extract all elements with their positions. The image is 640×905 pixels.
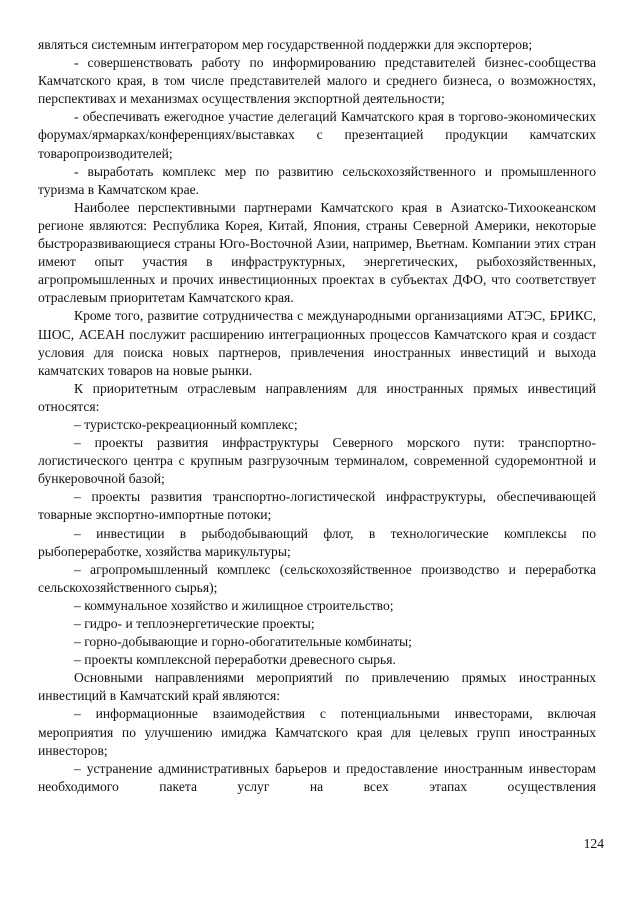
list-item: – проекты развития инфраструктуры Северного морского пути: транспортно-логистического центра с крупным разгрузочным терминалом, современной судоремонтной и бункеровочной базой; (38, 435, 596, 487)
paragraph: К приоритетным отраслевым направлениям для иностранных прямых инвестиций относятся: (38, 380, 596, 414)
list-item: – коммунальное хозяйство и жилищное строительство; (74, 597, 394, 613)
paragraph: являться системным интегратором мер государственной поддержки для экспортеров; (38, 37, 533, 52)
paragraph: Основными направлениями мероприятий по привлечению прямых иностранных инвестиций в Камчатский край являются: (38, 670, 596, 704)
list-item: – проекты развития транспортно-логистической инфраструктуры, обеспечивающей товарные экспортно-импортные потоки; (38, 489, 596, 523)
list-item: – устранение административных барьеров и предоставление иностранным инвесторам необходимого пакета услуг на всех этапах осуществления (38, 760, 596, 794)
list-item: – туристско-рекреационный комплекс; (74, 416, 298, 432)
list-item: – информационные взаимодействия с потенциальными инвесторами, включая мероприятия по улучшению имиджа Камчатского края для целевых групп иностранных инвесторов; (38, 706, 596, 758)
list-item: – гидро- и теплоэнергетические проекты; (74, 616, 315, 631)
list-item: – горно-добывающие и горно-обогатительные комбинаты; (74, 634, 412, 650)
list-item: – проекты комплексной переработки древесного сырья. (74, 652, 396, 668)
paragraph: Кроме того, развитие сотрудничества с международными организациями АТЭС, БРИКС, ШОС, АСЕАН послужит расширению интеграционных процессов Камчатского края и создаст условия для поиска новых партнеров, привлечения иностранных инвестиций и выхода камчатских товаров на новые рынки. (38, 308, 596, 378)
paragraph: - совершенствовать работу по информированию представителей бизнес-сообщества Камчатского края, в том числе представителей малого и среднего бизнеса, о возможностях, перспективах и механизмах осуществления экспортной деятельности; (38, 55, 596, 107)
paragraph: Наиболее перспективными партнерами Камчатского края в Азиатско-Тихоокеанском регионе являются: Республика Корея, Китай, Япония, страны Северной Америки, некоторые быстроразвивающиеся страны Юго-Восточной Азии, например, Вьетнам. Компании этих стран имеют опыт участия в инфраструктурных, энергетических, рыбохозяйственных, агропромышленных и прочих инвестиционных проектах в субъектах ДФО, что соответствует отраслевым приоритетам Камчатского края. (38, 199, 596, 306)
paragraph: - выработать комплекс мер по развитию сельскохозяйственного и промышленного туризма в Камчатском крае. (38, 163, 596, 197)
body-text (38, 36, 596, 796)
list-item: – агропромышленный комплекс (сельскохозяйственное производство и переработка сельскохозяйственного сырья); (38, 561, 596, 595)
list-item: – инвестиции в рыбодобывающий флот, в технологические комплексы по рыбопереработке, хозяйства марикультуры; (38, 525, 596, 559)
page-number: 124 (583, 836, 604, 851)
paragraph: - обеспечивать ежегодное участие делегаций Камчатского края в торгово-экономических форумах/ярмарках/конференциях/выставках с презентацией продукции камчатских товаропроизводителей; (38, 109, 596, 161)
